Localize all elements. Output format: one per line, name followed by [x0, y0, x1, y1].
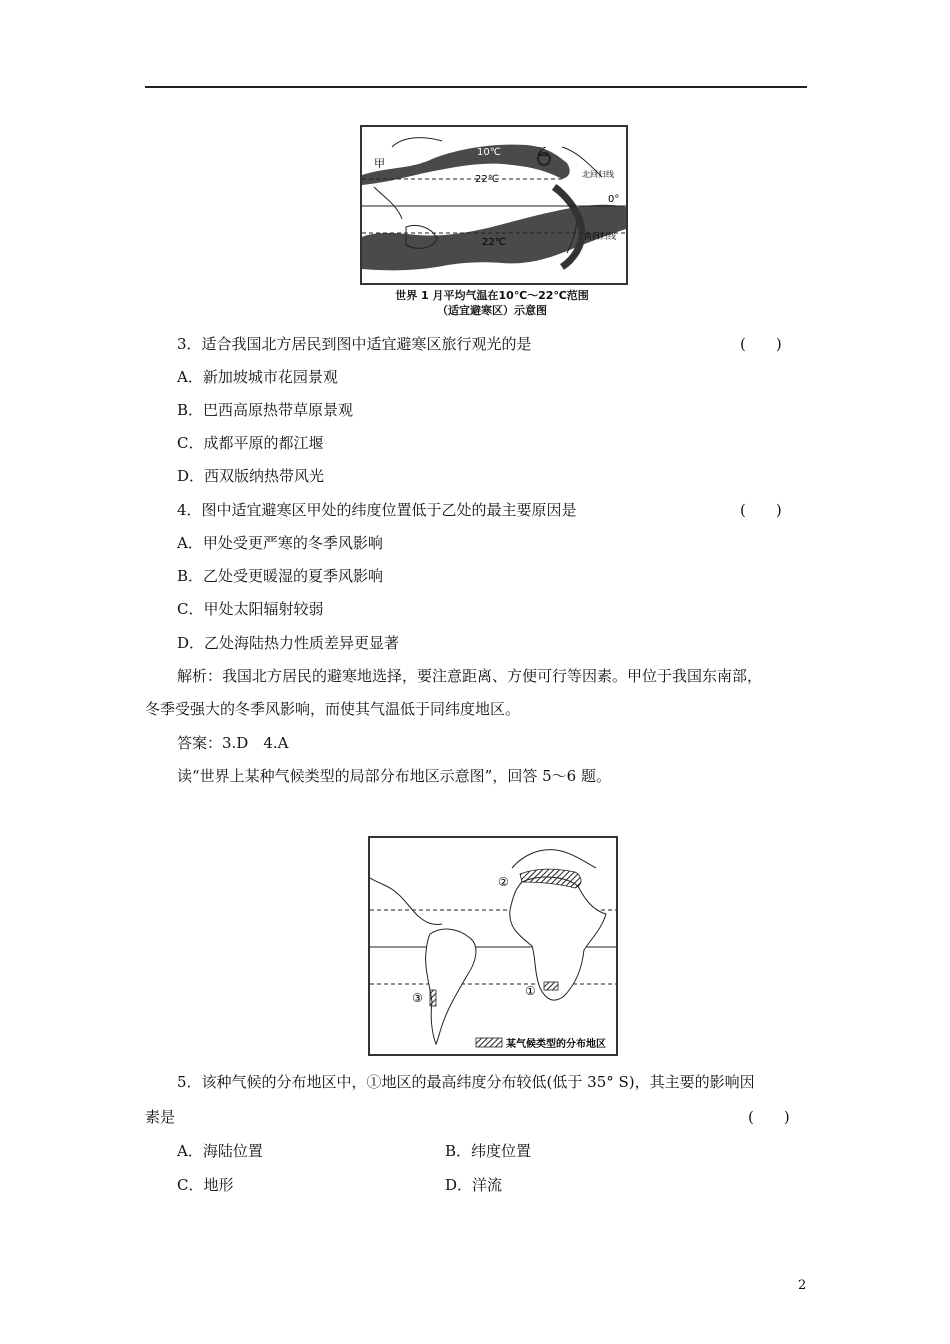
analysis-line1: 解析：我国北方居民的避寒地选择，要注意距离、方便可行等因素。甲位于我国东南部，: [177, 667, 763, 685]
answer-line: 答案：3.D 4.A: [177, 734, 289, 752]
q5-option-b: B．纬度位置: [445, 1142, 532, 1160]
south-america-outline: [426, 929, 476, 1044]
marker-2: ②: [498, 875, 509, 889]
q3-option-b: B．巴西高原热带草原景观: [177, 401, 354, 419]
legend-swatch: [476, 1038, 502, 1047]
region-3-hatch: [430, 990, 436, 1006]
label-jia: 甲: [374, 157, 385, 170]
marker-1: ①: [525, 984, 536, 998]
label-tropic-south: 南回归线: [584, 232, 616, 241]
analysis-line2: 冬季受强大的冬季风影响，而使其气温低于同纬度地区。: [145, 700, 521, 718]
q3-option-a: A．新加坡城市花园景观: [177, 368, 338, 386]
q4-option-b: B．乙处受更暖湿的夏季风影响: [177, 567, 384, 585]
q4-option-d: D．乙处海陆热力性质差异更显著: [177, 634, 400, 652]
label-10c-top: 10℃: [477, 147, 501, 158]
q5-option-a: A．海陆位置: [177, 1142, 263, 1160]
climate-distribution-map-svg: [370, 838, 616, 1054]
header-rule: [145, 86, 807, 88]
q4-option-a: A．甲处受更严寒的冬季风影响: [177, 534, 383, 552]
figure-world-january-temperature-map: [360, 125, 628, 285]
label-22c-bottom: 22℃: [482, 237, 506, 248]
figure-climate-distribution-map: [368, 836, 618, 1056]
region-1-hatch: [544, 982, 558, 990]
figure1-caption-line2: （适宜避寒区）示意图: [437, 304, 547, 317]
label-10c-bottom: 10℃: [482, 267, 506, 278]
q3-answer-blank: ( ): [740, 335, 782, 353]
label-22c-top: 22℃: [475, 174, 499, 185]
q5-option-d: D．洋流: [445, 1176, 503, 1194]
label-tropic-north: 北回归线: [582, 170, 614, 179]
q4-answer-blank: ( ): [740, 501, 782, 519]
figure1-caption-line1: 世界 1 月平均气温在10℃～22℃范围: [395, 289, 589, 302]
q4-stem: 4．图中适宜避寒区甲处的纬度位置低于乙处的最主要原因是: [177, 501, 577, 519]
label-yi: 乙: [537, 145, 548, 158]
intro-line: 读“世界上某种气候类型的局部分布地区示意图”，回答 5～6 题。: [177, 767, 611, 785]
marker-3: ③: [412, 991, 423, 1005]
q5-stem-line1: 5．该种气候的分布地区中，①地区的最高纬度分布较低(低于 35° S)，其主要的影响因: [177, 1073, 755, 1091]
label-equator: 0°: [608, 194, 620, 205]
q5-option-c: C．地形: [177, 1176, 234, 1194]
page-number: 2: [798, 1278, 807, 1293]
europe-outline: [512, 850, 596, 868]
q3-option-d: D．西双版纳热带风光: [177, 467, 325, 485]
q5-answer-blank: ( ): [748, 1108, 790, 1126]
q5-stem-line2: 素是: [145, 1108, 176, 1126]
legend-label: 某气候类型的分布地区: [506, 1039, 606, 1050]
north-america-outline: [370, 878, 442, 925]
q4-option-c: C．甲处太阳辐射较弱: [177, 600, 324, 618]
world-temperature-map-svg: [362, 127, 626, 283]
q3-option-c: C．成都平原的都江堰: [177, 434, 324, 452]
q3-stem: 3．适合我国北方居民到图中适宜避寒区旅行观光的是: [177, 335, 532, 353]
